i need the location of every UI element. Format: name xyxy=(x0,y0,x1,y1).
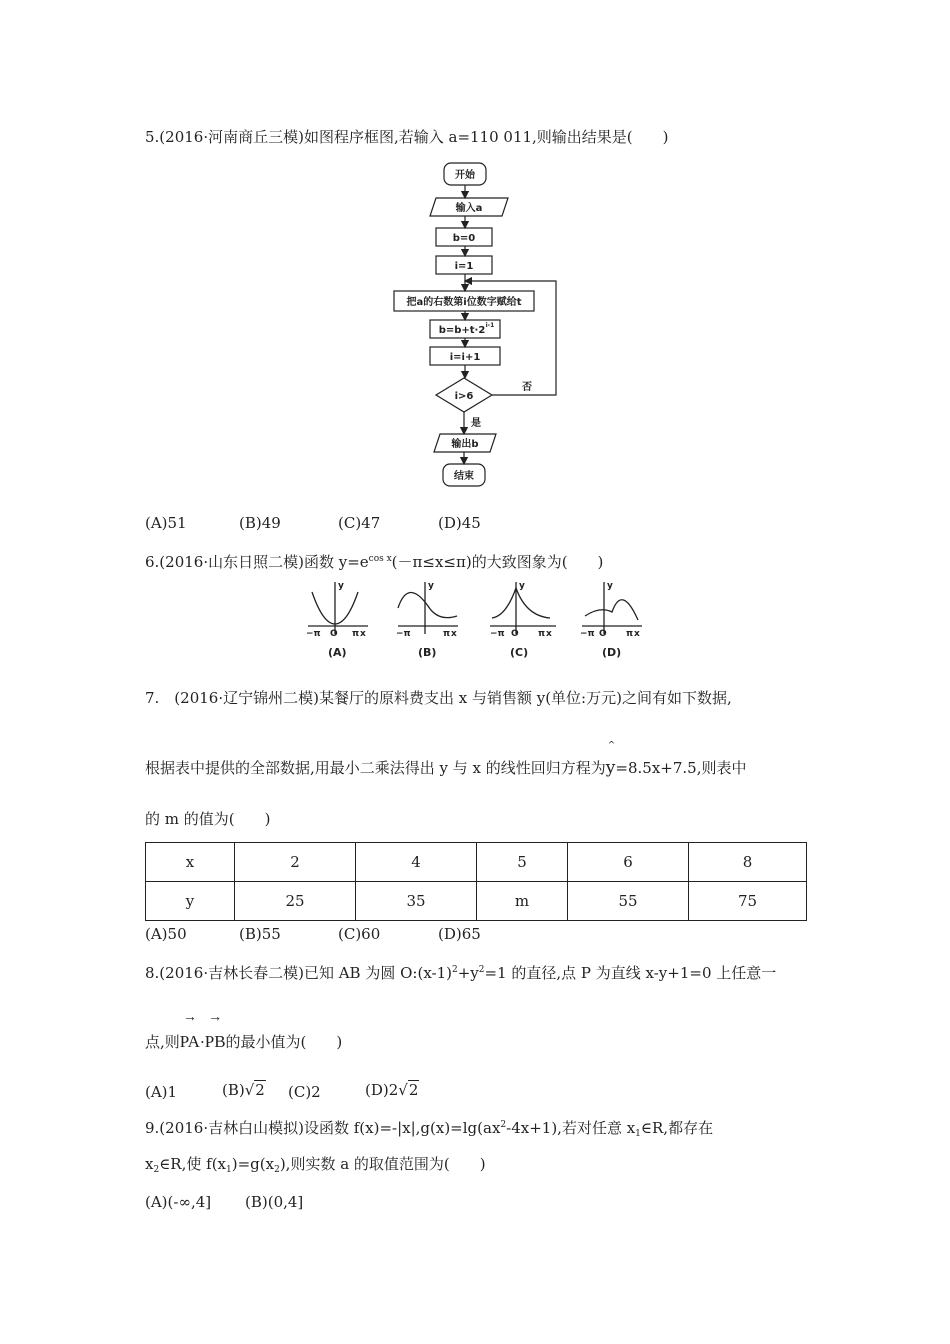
svg-text:−π: −π xyxy=(580,629,595,639)
table-row: y 25 35 m 55 75 xyxy=(146,882,807,921)
q6-graphs xyxy=(300,578,670,662)
graph-b-label: (B) xyxy=(418,646,437,659)
q7-option-d: (D)65 xyxy=(438,925,481,943)
svg-text:y: y xyxy=(428,581,434,591)
svg-text:x: x xyxy=(634,629,640,639)
graph-a-label: (A) xyxy=(328,646,347,659)
flow-no: 否 xyxy=(522,382,532,393)
svg-text:−π: −π xyxy=(490,629,505,639)
flow-yes: 是 xyxy=(471,418,481,429)
vector-pa: → PA xyxy=(179,1010,200,1051)
q9-option-b: (B)(0,4] xyxy=(245,1193,304,1211)
q9-line2: $x_2\in R$,使 $f(x_1)=g(x_2)$,则实数 a 的取值范围为( ) xyxy=(145,1155,486,1175)
q7-option-b: (B)55 xyxy=(239,925,281,943)
q5-option-b: (B)49 xyxy=(239,514,281,532)
flow-assign: 把a的右数第i位数字赋给t xyxy=(406,297,522,308)
flow-b0: b=0 xyxy=(452,233,476,244)
q8-option-d: (D)2√2 xyxy=(365,1081,419,1099)
q5-flowchart xyxy=(380,158,580,493)
flow-output: 输出b xyxy=(451,439,479,450)
flow-update-b: b=b+t·2 xyxy=(438,325,486,336)
svg-text:O: O xyxy=(511,629,519,639)
flow-update-i: i=i+1 xyxy=(449,352,481,363)
q8-line2: 点,则 → PA· → PB的最小值为( ) xyxy=(145,1010,343,1051)
q9-option-a: (A)(-∞,4] xyxy=(145,1193,212,1211)
svg-text:−π: −π xyxy=(306,629,321,639)
q7-line3: 的 m 的值为( ) xyxy=(145,810,271,828)
q8-option-c: (C)2 xyxy=(288,1083,321,1101)
flow-update-b-exp: i-1 xyxy=(485,322,495,329)
q7-data-table xyxy=(145,842,807,921)
table-row: x 2 4 5 6 8 xyxy=(146,843,807,882)
q5-option-a: (A)51 xyxy=(145,514,187,532)
svg-text:y: y xyxy=(338,581,344,591)
q9-line1: 9.(2016·吉林白山模拟)设函数 $f(x)=-|x|,g(x)=\lg(ax^2-4x+1)$,若对任意 $x_1\in R$,都存在 xyxy=(145,1119,714,1139)
svg-text:x: x xyxy=(451,629,457,639)
svg-text:O: O xyxy=(330,629,338,639)
graph-d-label: (D) xyxy=(602,646,622,659)
svg-text:O: O xyxy=(599,629,607,639)
q7-option-a: (A)50 xyxy=(145,925,187,943)
svg-text:y: y xyxy=(519,581,525,591)
flow-end: 结束 xyxy=(454,471,474,482)
flow-i1: i=1 xyxy=(454,261,474,272)
q5-option-d: (D)45 xyxy=(438,514,481,532)
q7-line1: 7. (2016·辽宁锦州二模)某餐厅的原料费支出 x 与销售额 y(单位:万元)之间有如下数据, xyxy=(145,689,732,707)
svg-text:x: x xyxy=(360,629,366,639)
svg-text:π: π xyxy=(538,629,546,639)
svg-text:−π: −π xyxy=(396,629,411,639)
q7-option-c: (C)60 xyxy=(338,925,381,943)
flow-start: 开始 xyxy=(455,170,475,181)
vector-pb: → PB xyxy=(204,1010,226,1051)
svg-text:π: π xyxy=(352,629,360,639)
flow-cond: i>6 xyxy=(454,391,474,402)
q7-line2: 根据表中提供的全部数据,用最小二乘法得出 y 与 x 的线性回归方程为 ^ y=8.5x+7.5,则表中 xyxy=(145,741,747,778)
svg-text:π: π xyxy=(626,629,634,639)
q5-stem: 5.(2016·河南商丘三模)如图程序框图,若输入 a=110 011,则输出结果是( ) xyxy=(145,128,669,146)
svg-text:y: y xyxy=(607,581,613,591)
svg-text:x: x xyxy=(546,629,552,639)
svg-text:π: π xyxy=(443,629,451,639)
q8-option-a: (A)1 xyxy=(145,1083,178,1101)
q8-option-b: (B)√2 xyxy=(222,1081,265,1099)
graph-c-label: (C) xyxy=(510,646,529,659)
q8-line1: 8.(2016·吉林长春二模)已知 AB 为圆 $O:(x-1)^2+y^2=1$ 的直径,点 P 为直线 x-y+1=0 上任意一 xyxy=(145,964,777,982)
q6-stem: 6.(2016·山东日照二模)函数 $y=e^{cos x}(-\pi\le x\le\pi)$的大致图象为( ) xyxy=(145,553,604,571)
q5-option-c: (C)47 xyxy=(338,514,381,532)
flow-input: 输入a xyxy=(455,203,483,214)
